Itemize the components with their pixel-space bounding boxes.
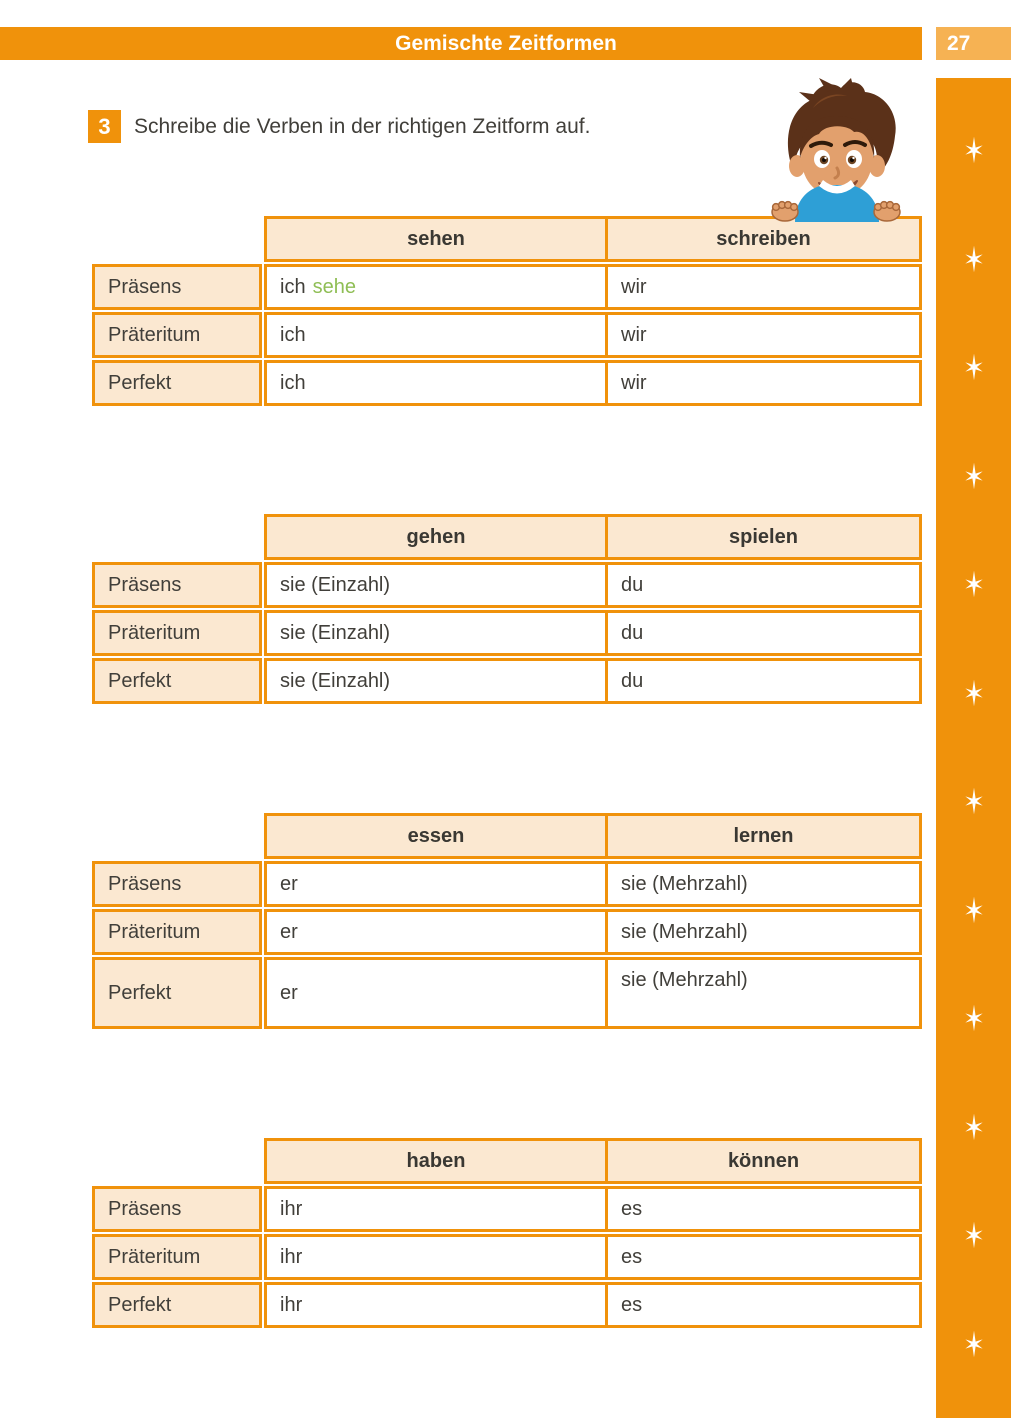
- row-label: Perfekt: [92, 957, 262, 1029]
- answer-cell: [264, 1186, 608, 1232]
- answer-cell: [605, 957, 922, 1029]
- page-header-bar: [0, 27, 922, 60]
- sparkle-icon: [960, 896, 988, 924]
- answer-cell: [264, 562, 608, 608]
- pronoun-text: ihr: [280, 1293, 303, 1316]
- pronoun-text: ich: [280, 323, 306, 346]
- row-label: Präsens: [92, 562, 262, 608]
- pronoun-text: sie (Mehrzahl): [621, 969, 748, 991]
- answer-cell: [264, 909, 608, 955]
- column-header: schreiben: [605, 216, 922, 262]
- sparkle-icon: [960, 136, 988, 164]
- row-label: Präsens: [92, 1186, 262, 1232]
- row-label: Präsens: [92, 861, 262, 907]
- sparkle-icon: [960, 679, 988, 707]
- sparkle-icon: [960, 570, 988, 598]
- boy-illustration: [766, 78, 908, 222]
- answer-cell: [264, 360, 608, 406]
- page-title: Gemischte Zeitformen: [395, 31, 617, 55]
- answer-cell: [605, 360, 922, 406]
- pronoun-text: es: [621, 1245, 643, 1268]
- pronoun-text: sie (Einzahl): [280, 573, 391, 596]
- sparkle-icon: [960, 1330, 988, 1358]
- pronoun-text: wir: [621, 275, 647, 298]
- pronoun-text: er: [280, 920, 298, 943]
- answer-cell: [605, 909, 922, 955]
- answer-cell: [264, 1234, 608, 1280]
- pronoun-text: sie (Mehrzahl): [621, 872, 748, 895]
- answer-cell: [264, 861, 608, 907]
- answer-cell: [605, 1282, 922, 1328]
- pronoun-text: du: [621, 669, 644, 692]
- pronoun-text: ihr: [280, 1245, 303, 1268]
- answer-cell: [605, 312, 922, 358]
- row-label: Perfekt: [92, 658, 262, 704]
- column-header: essen: [264, 813, 608, 859]
- answer-text: sehe: [312, 275, 356, 298]
- answer-cell: [264, 312, 608, 358]
- pronoun-text: du: [621, 573, 644, 596]
- answer-cell: [264, 957, 608, 1029]
- answer-cell: [605, 562, 922, 608]
- answer-cell: [605, 610, 922, 656]
- row-label: Perfekt: [92, 1282, 262, 1328]
- sparkle-icon: [960, 1221, 988, 1249]
- row-label: Perfekt: [92, 360, 262, 406]
- answer-cell: [605, 1186, 922, 1232]
- row-label: Präteritum: [92, 610, 262, 656]
- sparkle-icon: [960, 1004, 988, 1032]
- row-label: Präteritum: [92, 1234, 262, 1280]
- sparkle-icon: [960, 353, 988, 381]
- column-header: haben: [264, 1138, 608, 1184]
- task-number-badge: [88, 110, 121, 143]
- pronoun-text: es: [621, 1293, 643, 1316]
- page-number-badge: [936, 27, 1011, 60]
- decorative-sidebar: [936, 78, 1011, 1418]
- sparkle-icon: [960, 787, 988, 815]
- row-label: Präsens: [92, 264, 262, 310]
- answer-cell: [264, 264, 608, 310]
- pronoun-text: du: [621, 621, 644, 644]
- answer-cell: [264, 610, 608, 656]
- sparkle-icon: [960, 1113, 988, 1141]
- answer-cell: [264, 658, 608, 704]
- column-header: können: [605, 1138, 922, 1184]
- row-label: Präteritum: [92, 312, 262, 358]
- pronoun-text: wir: [621, 371, 647, 394]
- answer-cell: [264, 1282, 608, 1328]
- column-header: gehen: [264, 514, 608, 560]
- sparkle-icon: [960, 245, 988, 273]
- pronoun-text: wir: [621, 323, 647, 346]
- task-number: 3: [98, 113, 111, 139]
- answer-cell: [605, 658, 922, 704]
- answer-cell: [605, 861, 922, 907]
- column-header: lernen: [605, 813, 922, 859]
- pronoun-text: er: [280, 872, 298, 895]
- pronoun-text: ich: [280, 371, 306, 394]
- column-header: spielen: [605, 514, 922, 560]
- pronoun-text: sie (Mehrzahl): [621, 920, 748, 943]
- pronoun-text: ich: [280, 275, 306, 298]
- task-instruction: Schreibe die Verben in der richtigen Zeitform auf.: [134, 114, 591, 138]
- answer-cell: [605, 264, 922, 310]
- pronoun-text: sie (Einzahl): [280, 669, 391, 692]
- column-header: sehen: [264, 216, 608, 262]
- pronoun-text: er: [280, 981, 298, 1004]
- pronoun-text: sie (Einzahl): [280, 621, 391, 644]
- page-number: 27: [947, 31, 971, 55]
- pronoun-text: ihr: [280, 1197, 303, 1220]
- sparkle-icon: [960, 462, 988, 490]
- answer-cell: [605, 1234, 922, 1280]
- pronoun-text: es: [621, 1197, 643, 1220]
- row-label: Präteritum: [92, 909, 262, 955]
